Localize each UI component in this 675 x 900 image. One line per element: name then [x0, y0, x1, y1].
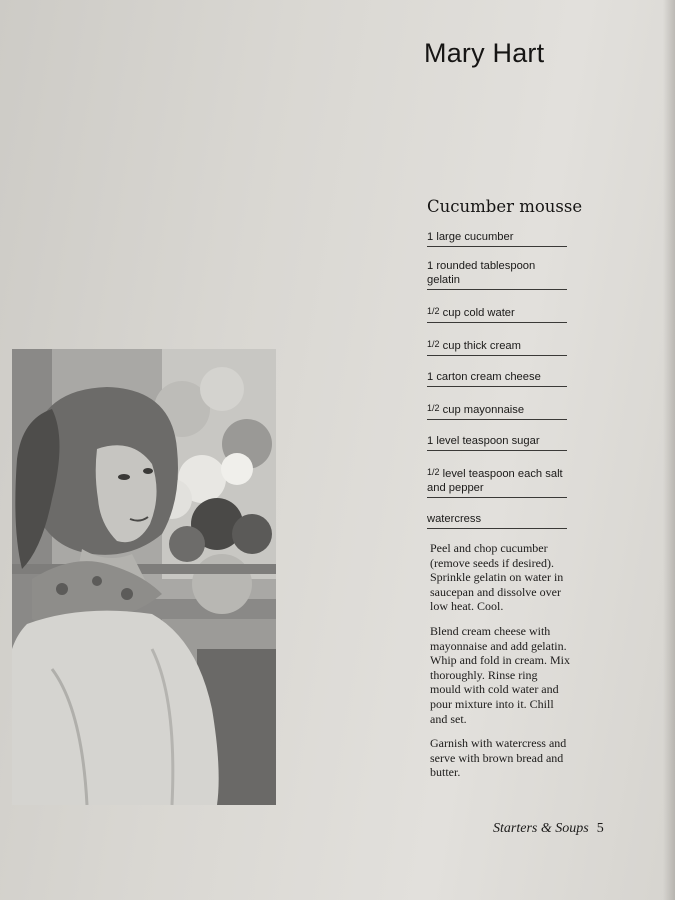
ingredient-text: cup thick cream: [439, 340, 521, 352]
author-photo: [12, 349, 276, 805]
method-paragraph: Blend cream cheese with mayonnaise and add gelatin. Whip and fold in cream. Mix thoroughly. Rinse ring mould with cold water and pour mixture into it. Chill and set.: [430, 623, 570, 726]
ingredient-fraction: 1/2: [427, 339, 440, 349]
ingredient-text: watercress: [427, 513, 482, 525]
method-paragraph: Garnish with watercress and serve with brown bread and butter.: [430, 736, 567, 780]
recipe-title: Cucumber mousse: [427, 197, 583, 216]
ingredient-text: 1 rounded tablespoon gelatin: [427, 260, 536, 286]
ingredient-text: level teaspoon each salt and pepper: [427, 468, 563, 494]
page-number: 5: [596, 821, 604, 836]
ingredient-item: [427, 259, 567, 290]
ingredient-item: [427, 401, 567, 420]
ingredient-text: cup mayonnaise: [439, 404, 525, 416]
ingredient-item: [427, 304, 567, 323]
method-paragraph: Peel and chop cucumber (remove seeds if desired). Sprinkle gelatin on water in saucepan and dissolve over low heat. Cool.: [430, 541, 564, 614]
ingredient-item: [427, 465, 567, 498]
ingredient-fraction: 1/2: [427, 467, 440, 477]
method-text: [430, 541, 570, 790]
ingredient-item: [427, 337, 567, 356]
ingredient-fraction: 1/2: [427, 306, 440, 316]
ingredient-text: 1 level teaspoon sugar: [427, 435, 540, 447]
section-name: Starters & Soups: [493, 821, 589, 836]
ingredient-list: [427, 230, 567, 529]
ingredient-text: cup cold water: [439, 307, 515, 319]
page-footer: [493, 821, 604, 837]
ingredient-text: 1 carton cream cheese: [427, 371, 541, 383]
page-edge-shadow: [663, 0, 675, 900]
author-name: Mary Hart: [424, 38, 545, 68]
ingredient-fraction: 1/2: [427, 403, 440, 413]
ingredient-item: [427, 370, 567, 387]
ingredient-item: [427, 230, 567, 247]
ingredient-item: [427, 512, 567, 529]
ingredient-text: 1 large cucumber: [427, 231, 514, 243]
ingredient-item: [427, 434, 567, 451]
